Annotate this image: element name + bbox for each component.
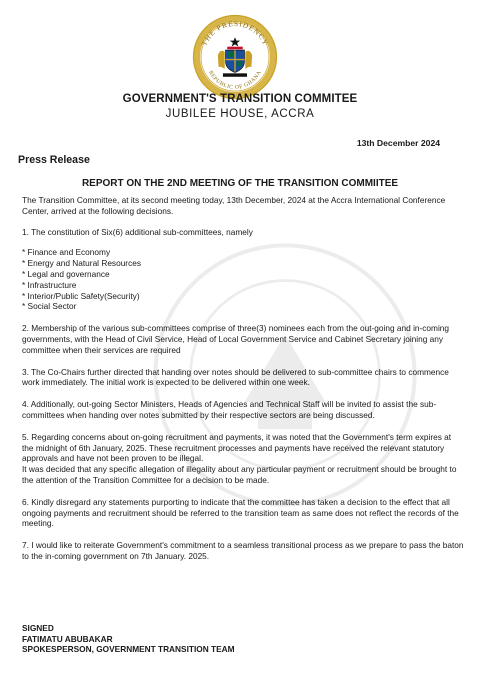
item-2: 2. Membership of the various sub-committees comprise of three(3) nominees each from the out-going and in-coming governments, with the Head of Civil Service, Head of Local Government Service and Cabinet Secretary joining any committee when their services are required (22, 323, 450, 355)
item-5-decision: It was decided that any specific allegation of illegality about any particular payment or recruitment should be brought to the attention of the Transition Committee for a decision to be made. (22, 464, 457, 485)
seal-ring-top-text: THE PRESIDENCY (199, 18, 271, 48)
item-5: 5. Regarding concerns about on-going recruitment and payments, it was noted that the Government's term expires at the midnight of 6th January, 2025. These recruitment processes and payments have received the relevant statutory approvals and have not been proven to be illegal. (22, 431, 452, 464)
presidency-seal (192, 14, 278, 100)
press-release-label: Press Release (18, 154, 90, 166)
item-3: 3. The Co-Chairs further directed that handing over notes should be delivered to sub-committee chairs to commence work immediately. The initial work is expected to be delivered within one week. (22, 366, 449, 388)
subcommittee-item: * Finance and Economy (22, 247, 111, 258)
signature-block (22, 623, 235, 655)
subcommittee-item: * Infrastructure (22, 279, 77, 290)
item-1: 1. The constitution of Six(6) additional sub-committees, namely (22, 226, 253, 237)
seal-ring-bottom-text: REPUBLIC OF GHANA (207, 69, 263, 91)
item-4: 4. Additionally, out-going Sector Ministers, Heads of Agencies and Technical Staff will be invited to assist the sub-committees when handing over notes submitted by their respective sectors are being discussed. (22, 399, 437, 420)
report-title: REPORT ON THE 2ND MEETING OF THE TRANSITION COMMIITEE (81, 178, 399, 189)
release-body (22, 195, 464, 562)
organisation-title: GOVERNMENT'S TRANSITION COMMITEE (122, 93, 358, 105)
subcommittee-item: * Legal and governance (22, 268, 110, 279)
signatory-name: FATIMATU ABUBAKAR (22, 633, 113, 644)
presidency-seal-icon (192, 14, 278, 100)
release-date: 13th December 2024 (356, 138, 440, 148)
intro-paragraph: The Transition Committee, at its second meeting today, 13th December, 2024 at the Accra International Conference Center, arrived at the following decisions. (22, 195, 446, 216)
subcommittee-item: * Interior/Public Safety(Security) (22, 290, 140, 301)
item-6: 6. Kindly disregard any statements purporting to indicate that the committee has taken a decision to the effect that all ongoing payments and recruitment should be referred to the transition team as same does not reflect the records of the meeting. (22, 496, 459, 529)
subcommittee-item: * Social Sector (22, 301, 77, 312)
signatory-role: SPOKESPERSON, GOVERNMENT TRANSITION TEAM (22, 644, 235, 655)
signed-label: SIGNED (22, 623, 54, 633)
item-7: 7. I would like to reiterate Government's commitment to a seamless transitional process as we prepare to pass the baton to the in-coming government on 7th January. 2025. (22, 540, 464, 561)
organisation-address: JUBILEE HOUSE, ACCRA (165, 108, 315, 120)
subcommittee-item: * Energy and Natural Resources (22, 258, 141, 269)
